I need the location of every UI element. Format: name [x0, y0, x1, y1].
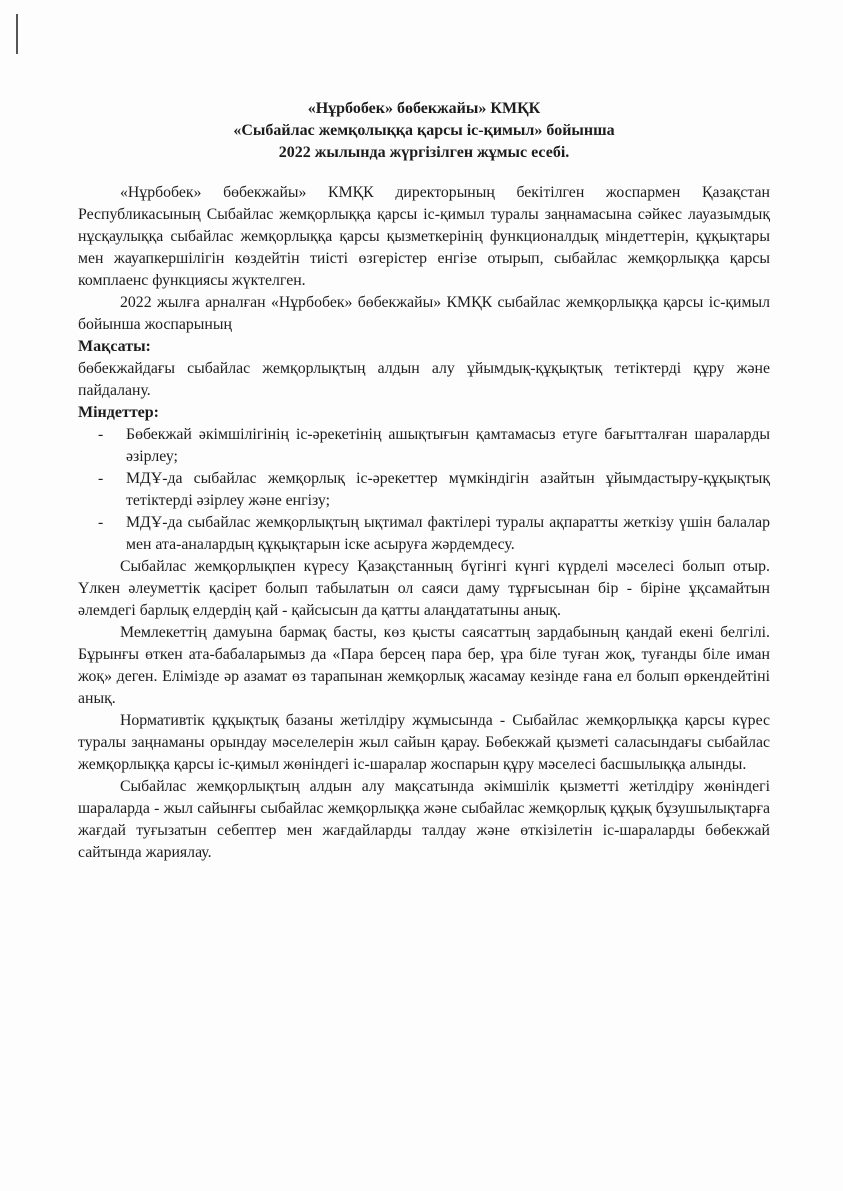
struggle-paragraph: Сыбайлас жемқорлықпен күресу Қазақстанның бүгінгі күнгі күрделі мәселесі болып отыр. Үлкен әлеуметтік қасірет болып табылатын ол саяси даму тұрғысынан бір - біріне ұқсамайтын әлемдегі барлық елдердің қай - қайсысын да қатты алаңдататыны анық.: [78, 558, 770, 619]
task-text: МДҰ-да сыбайлас жемқорлықтың ықтимал фактілері туралы ақпаратты жеткізу үшін балалар мен ата-аналардың құқықтарын іске асыруға жәрдемдесу.: [126, 514, 770, 553]
normative-paragraph: Нормативтік құқықтық базаны жетілдіру жұмысында - Сыбайлас жемқорлыққа қарсы күрес туралы заңнаманы орындау мәселелерін жыл сайын қарау. Бөбекжай қызметі саласындағы сыбайлас жемқорлыққа қарсы іс-қимыл жөніндегі іс-шаралар жоспарын құру мәселесі басшылыққа алынды.: [78, 712, 770, 773]
intro-paragraph: «Нұрбобек» бөбекжайы» КМҚК директорының бекітілген жоспармен Қазақстан Республикасының Сыбайлас жемқорлыққа қарсы іс-қимыл туралы заңнамасына сәйкес лауазымдық нұсқаулыққа сыбайлас жемқорлыққа қарсы қызметкерінің функционалдық міндеттерін, құқықтары мен жауапкершілігін көздейтін тиісті өзгерістер енгізе отырып, сыбайлас жемқорлыққа қарсы комплаенс функциясы жүктелген.: [78, 184, 770, 289]
bullet-dash: -: [98, 514, 104, 531]
title-line-2: «Сыбайлас жемқолыққа қарсы іс-қимыл» бойынша: [233, 122, 615, 139]
document-body: [78, 98, 770, 864]
tasks-list: [78, 424, 770, 556]
task-text: МДҰ-да сыбайлас жемқорлық іс-әрекеттер мүмкіндігін азайтын ұйымдастыру-құқықтық тетіктерді әзірлеу және енгізу;: [126, 470, 770, 509]
title-line-1: «Нұрбобек» бөбекжайы» КМҚК: [307, 100, 541, 117]
tasks-heading: Міндеттер:: [78, 404, 160, 421]
measures-paragraph: Сыбайлас жемқорлықтың алдын алу мақсатында әкімшілік қызметті жетілдіру жөніндегі шараларда - жыл сайынғы сыбайлас жемқорлыққа және сыбайлас жемқорлық құқық бұзушылықтарға жағдай туғызатын себептер мен жағдайларды талдау және өткізілетін іс-шараларды бөбекжай сайтында жариялау.: [78, 778, 770, 861]
bullet-dash: -: [98, 470, 104, 487]
plan-paragraph: 2022 жылға арналған «Нұрбобек» бөбекжайы» КМҚК сыбайлас жемқорлыққа қарсы іс-қимыл бойынша жоспарының: [78, 294, 770, 333]
goal-heading: Мақсаты:: [78, 338, 151, 355]
bullet-dash: -: [98, 426, 104, 443]
task-item: [98, 468, 770, 512]
scan-margin-mark: [16, 14, 18, 54]
task-text: Бөбекжай әкімшілігінің іс-әрекетінің ашықтығын қамтамасыз етуге бағытталған шараларды әзірлеу;: [126, 426, 770, 465]
task-item: [98, 424, 770, 468]
state-paragraph: Мемлекеттің дамуына бармақ басты, көз қысты саясаттың зардабының қандай екені белгілі. Бұрынғы өткен ата-бабаларымыз да «Пара берсең пара бер, ұра біле туған жоқ, туғанды біле иман жоқ» деген. Елімізде әр азамат өз тарапынан жемқорлық жасамау кезінде ғана ел болып өркендейтіні анық.: [78, 624, 770, 707]
document-title: [78, 98, 770, 164]
task-item: [98, 512, 770, 556]
title-line-3: 2022 жылында жүргізілген жұмыс есебі.: [278, 144, 570, 161]
goal-text: бөбекжайдағы сыбайлас жемқорлықтың алдын алу ұйымдық-құқықтық тетіктерді құру және пайдалану.: [78, 360, 770, 399]
